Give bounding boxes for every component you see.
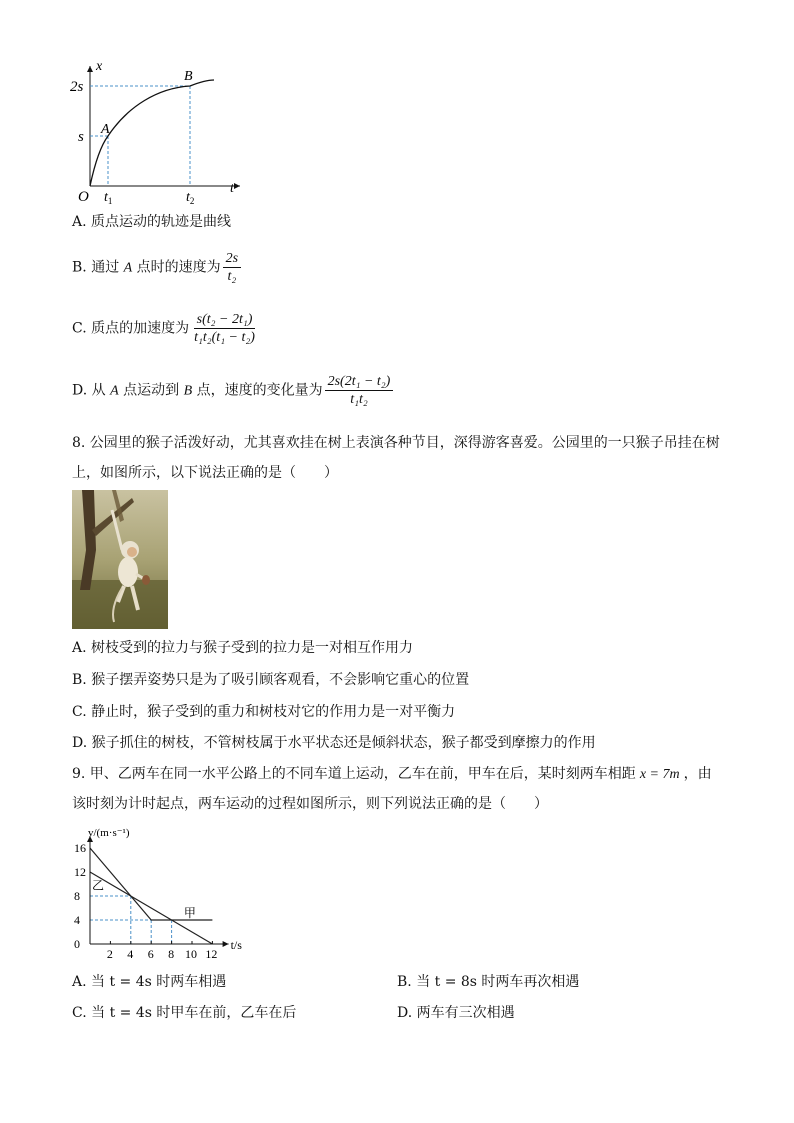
q9-option-b: B. 当 t = 8s 时两车再次相遇: [397, 974, 580, 990]
x-tick-label: 2: [106, 947, 113, 961]
q7-option-a: A. 质点运动的轨迹是曲线: [72, 214, 232, 230]
q8-option-d: D. 猴子抓住的树枝，不管树枝属于水平状态还是倾斜状态，猴子都受到摩擦力的作用: [72, 735, 596, 751]
q8-option-a: A. 树枝受到的拉力与猴子受到的拉力是一对相互作用力: [72, 640, 414, 656]
tick-s: s: [78, 129, 84, 145]
q8-option-c: C. 静止时，猴子受到的重力和树枝对它的作用力是一对平衡力: [72, 704, 456, 720]
x-axis-label: x: [96, 59, 103, 74]
q7-c-fraction: $\frac{\text{s(t₂ − 2t₁)}}{\text{t₁t₂(t₁ − t₂)}}$: [194, 312, 255, 345]
y-tick-label: 8: [74, 889, 80, 903]
x-tick-label: 8: [168, 947, 175, 961]
q7-b-fraction: $\frac{2s}{\text{t₂}}$: [223, 250, 241, 285]
point-b-label: B: [184, 69, 193, 84]
vt-series-label-jia: 甲: [183, 906, 196, 920]
vt-y-axis-label: v/(m·s⁻¹): [88, 827, 130, 839]
vt-x-axis-label: t/s: [230, 938, 242, 952]
q7-option-b: B. 通过 A 点时的速度为 $\frac{2s}{\text{t₂}}$: [72, 250, 243, 285]
q9-stem-line2: 该时刻为计时起点，两车运动的过程如图所示，则下列说法正确的是（ ）: [72, 796, 548, 812]
q8-stem-line2: 上，如图所示，以下说法正确的是（ ）: [72, 465, 338, 481]
vt-series-label-yi: 乙: [92, 878, 105, 893]
vt-chart: [68, 824, 258, 964]
y-tick-label: 4: [74, 913, 80, 927]
tick-2s: 2s: [70, 79, 84, 95]
q8-option-b: B. 猴子摆弄姿势只是为了吸引顾客观看，不会影响它重心的位置: [72, 672, 470, 688]
x-tick-label: 12: [205, 947, 218, 961]
x-tick-label: 6: [147, 947, 154, 961]
y-tick-label: 0: [74, 937, 80, 951]
origin-label: O: [78, 189, 89, 205]
x-tick-label: 4: [127, 947, 134, 961]
x-tick-label: 10: [185, 947, 197, 961]
xt-graph: [68, 58, 248, 208]
tick-t1: $t_1$: [104, 190, 113, 206]
q9-stem-line1: 9. 甲、乙两车在同一水平公路上的不同车道上运动，乙车在前，甲车在后，某时刻两车相距 x = 7m ，由: [72, 766, 712, 782]
q7-option-c: C. 质点的加速度为 $\frac{\text{s(t₂ − 2t₁)}}{\text{t₁t₂(t₁ − t₂)}}$: [72, 311, 260, 346]
tick-t2: $t_2$: [186, 190, 195, 206]
q7-option-d: D. 从 A 点运动到 B 点，速度的变化量为 $\frac{\text{2s(2t₁ − t₂)}}{\text{t₁t₂}}$: [72, 373, 395, 408]
monkey-photo: [72, 490, 168, 629]
q8-stem-line1: 8. 公园里的猴子活泼好动，尤其喜欢挂在树上表演各种节目，深得游客喜爱。公园里的一只猴子吊挂在树: [72, 435, 720, 451]
q9-option-d: D. 两车有三次相遇: [397, 1005, 515, 1021]
q9-option-c: C. 当 t = 4s 时甲车在前，乙车在后: [72, 1005, 297, 1021]
q7-d-fraction: $\frac{\text{2s(2t₁ − t₂)}}{\text{t₁t₂}}$: [325, 373, 394, 408]
t-axis-label: t: [230, 181, 234, 196]
point-a-label: A: [101, 122, 110, 137]
q9-option-a: A. 当 t = 4s 时两车相遇: [72, 974, 227, 990]
y-tick-label: 16: [74, 841, 86, 855]
y-tick-label: 12: [74, 865, 86, 879]
